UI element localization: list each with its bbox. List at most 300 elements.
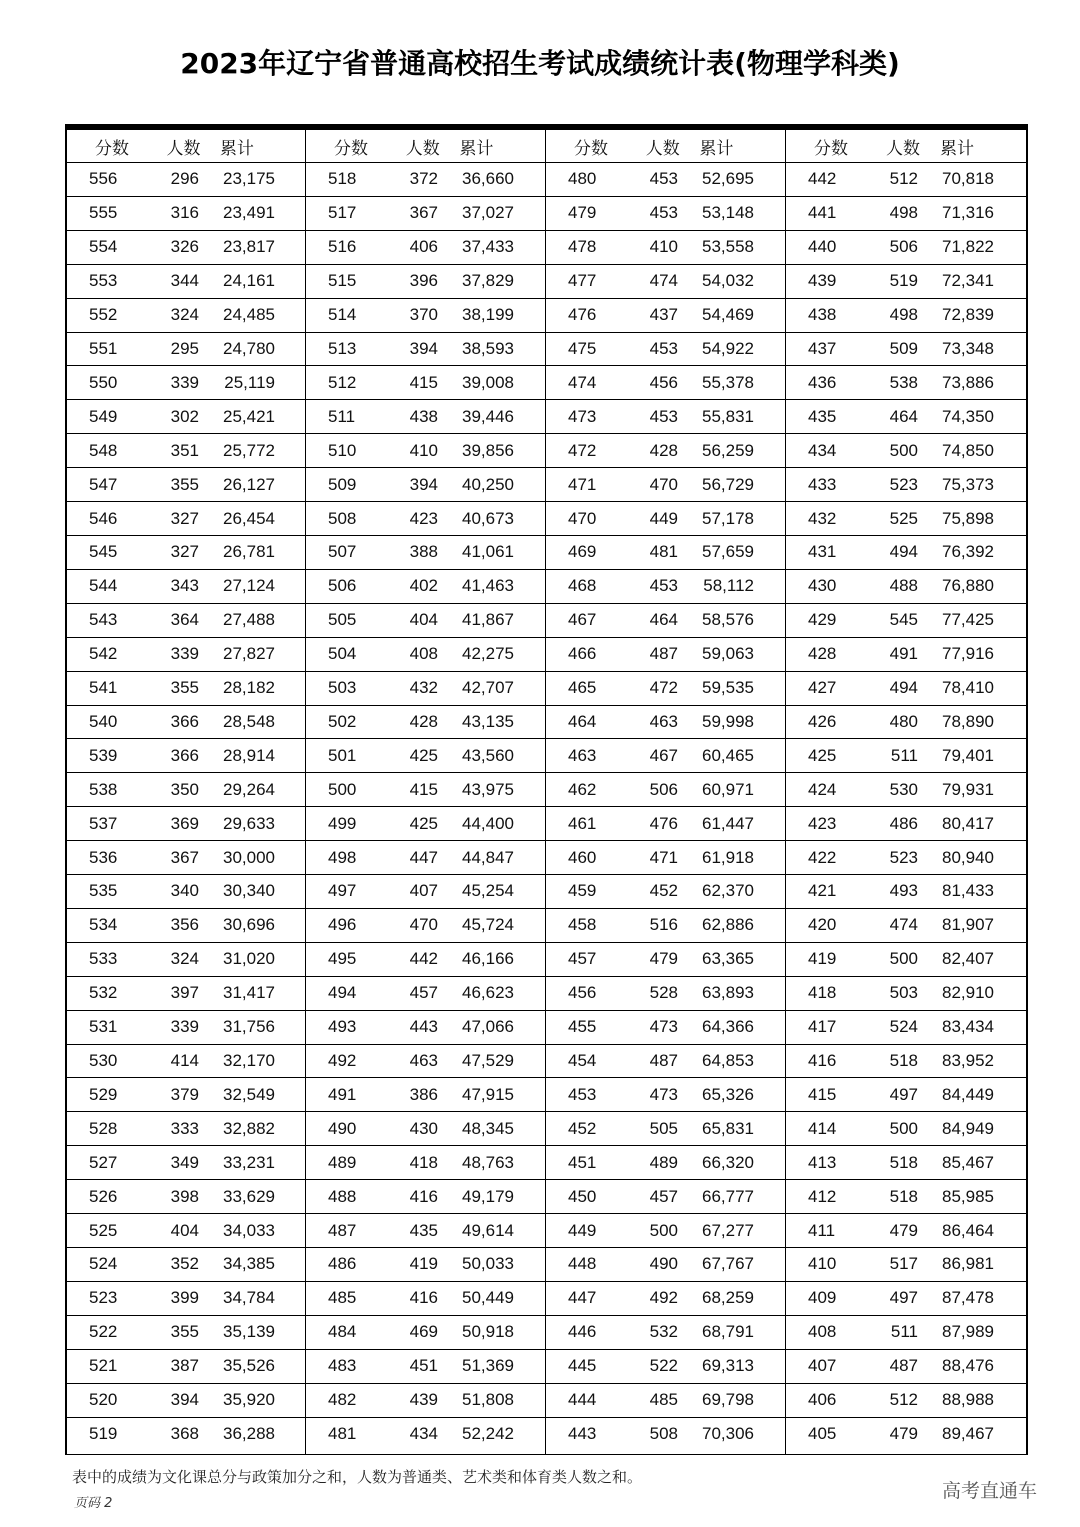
count-cell: 511 [890,745,918,765]
count-cell: 545 [889,610,918,630]
cumulative-cell: 27,488 [223,610,275,630]
count-cell: 523 [889,474,918,494]
score-cell: 434 [808,440,837,460]
table-row [546,841,785,875]
table-row [546,468,785,502]
count-cell: 498 [889,305,918,325]
score-cell: 413 [808,1152,837,1172]
table-row [67,807,305,841]
count-cell: 344 [170,271,199,291]
count-cell: 438 [409,406,438,426]
count-cell: 366 [170,711,199,731]
table-row [67,841,305,875]
cumulative-cell: 43,560 [462,745,514,765]
score-cell: 427 [808,678,837,698]
count-cell: 469 [409,1322,438,1342]
table-row [546,299,785,333]
cumulative-cell: 50,033 [462,1254,514,1274]
count-cell: 316 [170,203,199,223]
count-cell: 489 [649,1152,678,1172]
cumulative-cell: 53,558 [702,237,754,257]
table-row [786,807,1026,841]
cumulative-cell: 83,952 [942,1051,994,1071]
table-row [306,197,545,231]
score-cell: 446 [568,1322,597,1342]
table-row [67,706,305,740]
table-row [786,1112,1026,1146]
count-cell: 387 [170,1356,199,1376]
score-cell: 516 [328,237,357,257]
score-cell: 441 [808,203,837,223]
cumulative-cell: 33,629 [223,1186,275,1206]
cumulative-cell: 49,614 [462,1220,514,1240]
count-cell: 423 [409,508,438,528]
count-cell: 425 [409,813,438,833]
score-cell: 529 [89,1084,118,1104]
cumulative-cell: 25,772 [223,440,275,460]
count-cell: 295 [170,338,199,358]
table-row [786,672,1026,706]
score-cell: 528 [89,1118,118,1138]
score-cell: 534 [89,915,118,935]
count-cell: 416 [409,1186,438,1206]
cumulative-cell: 52,242 [462,1424,514,1444]
cumulative-cell: 47,915 [462,1084,514,1104]
cumulative-cell: 75,373 [942,474,994,494]
cumulative-cell: 50,918 [462,1322,514,1342]
table-row [306,1045,545,1079]
score-cell: 437 [808,338,837,358]
count-cell: 364 [170,610,199,630]
table-row [67,909,305,943]
cumulative-cell: 63,365 [702,949,754,969]
count-cell: 473 [649,1017,678,1037]
count-cell: 522 [649,1356,678,1376]
cumulative-cell: 87,989 [942,1322,994,1342]
table-row [306,265,545,299]
score-cell: 485 [328,1288,357,1308]
score-cell: 464 [568,711,597,731]
cumulative-cell: 77,916 [942,644,994,664]
table-row [67,1146,305,1180]
cumulative-cell: 54,032 [702,271,754,291]
table-row [786,468,1026,502]
score-cell: 457 [568,949,597,969]
cumulative-cell: 84,949 [942,1118,994,1138]
count-cell: 530 [889,779,918,799]
count-cell: 474 [889,915,918,935]
count-cell: 333 [170,1118,199,1138]
cumulative-cell: 45,724 [462,915,514,935]
table-row [546,400,785,434]
score-cell: 542 [89,644,118,664]
cumulative-cell: 33,231 [223,1152,275,1172]
score-cell: 422 [808,847,837,867]
count-cell: 453 [649,406,678,426]
cumulative-cell: 25,119 [224,372,275,392]
count-cell: 394 [170,1390,199,1410]
cumulative-cell: 62,886 [702,915,754,935]
table-row [786,1248,1026,1282]
cumulative-cell: 48,763 [462,1152,514,1172]
cumulative-cell: 37,027 [462,203,514,223]
score-cell: 439 [808,271,837,291]
cumulative-cell: 43,975 [462,779,514,799]
score-cell: 550 [89,372,118,392]
score-cell: 429 [808,610,837,630]
table-row [306,1214,545,1248]
count-cell: 443 [409,1017,438,1037]
cumulative-cell: 83,434 [942,1017,994,1037]
count-cell: 302 [170,406,199,426]
score-cell: 518 [328,169,357,189]
count-cell: 442 [409,949,438,969]
count-cell: 386 [409,1084,438,1104]
table-row [786,1384,1026,1418]
score-cell: 415 [808,1084,837,1104]
cumulative-cell: 70,818 [942,169,994,189]
table-row [786,1350,1026,1384]
count-cell: 324 [170,305,199,325]
score-cell: 477 [568,271,597,291]
cumulative-cell: 34,033 [223,1220,275,1240]
table-row [786,604,1026,638]
cumulative-cell: 70,306 [702,1424,754,1444]
table-row [306,1112,545,1146]
count-cell: 538 [889,372,918,392]
score-cell: 552 [89,305,118,325]
table-row [67,299,305,333]
count-cell: 463 [409,1051,438,1071]
count-cell: 479 [649,949,678,969]
table-row [786,400,1026,434]
cumulative-cell: 56,729 [702,474,754,494]
score-cell: 476 [568,305,597,325]
count-cell: 481 [649,542,678,562]
count-cell: 398 [170,1186,199,1206]
table-row [67,366,305,400]
cumulative-cell: 89,467 [942,1424,994,1444]
table-row [306,333,545,367]
count-cell: 524 [889,1017,918,1037]
count-cell: 506 [889,237,918,257]
cumulative-cell: 35,139 [223,1322,275,1342]
count-cell: 430 [409,1118,438,1138]
score-cell: 538 [89,779,118,799]
table-block-4 [785,130,1028,1454]
count-cell: 453 [649,203,678,223]
cumulative-cell: 52,695 [702,169,754,189]
cumulative-cell: 84,449 [942,1084,994,1104]
score-cell: 545 [89,542,118,562]
score-cell: 474 [568,372,597,392]
cumulative-cell: 74,350 [942,406,994,426]
count-cell: 480 [889,711,918,731]
table-row [67,536,305,570]
cumulative-cell: 39,446 [462,406,514,426]
cumulative-cell: 40,250 [462,474,514,494]
table-row [786,366,1026,400]
count-cell: 500 [889,440,918,460]
cumulative-cell: 35,526 [223,1356,275,1376]
count-cell: 453 [649,576,678,596]
table-row [306,502,545,536]
count-cell: 500 [889,1118,918,1138]
count-cell: 399 [170,1288,199,1308]
count-cell: 453 [649,338,678,358]
cumulative-cell: 25,421 [223,406,275,426]
count-cell: 505 [649,1118,678,1138]
cumulative-cell: 82,910 [942,983,994,1003]
table-row [306,231,545,265]
count-cell: 394 [409,338,438,358]
cumulative-cell: 54,922 [702,338,754,358]
cumulative-cell: 64,366 [702,1017,754,1037]
count-cell: 453 [649,169,678,189]
table-row [546,333,785,367]
table-row [67,1214,305,1248]
count-cell: 416 [409,1288,438,1308]
table-row [306,1011,545,1045]
table-row [546,1316,785,1350]
table-row [67,1248,305,1282]
table-block-2 [305,130,545,1454]
table-header [786,130,1026,163]
score-cell: 455 [568,1017,597,1037]
score-cell: 451 [568,1152,597,1172]
table-row [546,1112,785,1146]
count-cell: 506 [649,779,678,799]
table-row [786,875,1026,909]
score-cell: 502 [328,711,357,731]
cumulative-cell: 30,340 [223,881,275,901]
table-row [67,672,305,706]
count-cell: 525 [889,508,918,528]
cumulative-cell: 48,345 [462,1118,514,1138]
table-row [67,773,305,807]
cumulative-cell: 62,370 [702,881,754,901]
table-row [306,299,545,333]
count-cell: 518 [889,1152,918,1172]
count-cell: 343 [170,576,199,596]
count-cell: 470 [409,915,438,935]
score-cell: 499 [328,813,357,833]
table-row [306,604,545,638]
score-cell: 490 [328,1118,357,1138]
score-cell: 553 [89,271,118,291]
table-row [67,1418,305,1452]
cumulative-cell: 81,907 [942,915,994,935]
count-cell: 500 [889,949,918,969]
score-cell: 531 [89,1017,118,1037]
table-row [786,1146,1026,1180]
cumulative-cell: 23,491 [223,203,275,223]
table-header [67,130,305,163]
table-row [786,1418,1026,1452]
score-cell: 491 [328,1084,357,1104]
count-cell: 503 [889,983,918,1003]
score-cell: 494 [328,983,357,1003]
count-cell: 517 [889,1254,918,1274]
cumulative-cell: 42,275 [462,644,514,664]
table-row [786,638,1026,672]
score-table [65,130,1028,1455]
table-row [67,1045,305,1079]
score-cell: 421 [808,881,837,901]
cumulative-cell: 27,827 [223,644,275,664]
count-cell: 508 [649,1424,678,1444]
cumulative-cell: 46,166 [462,949,514,969]
cumulative-cell: 28,548 [223,711,275,731]
score-cell: 481 [328,1424,357,1444]
table-row [546,1418,785,1452]
header-cell: 人数 [166,138,201,159]
table-row [306,570,545,604]
table-row [546,231,785,265]
count-cell: 410 [409,440,438,460]
header-cell: 分数 [95,138,129,159]
score-cell: 468 [568,576,597,596]
score-cell: 556 [89,169,118,189]
table-row [786,909,1026,943]
table-row [306,163,545,197]
table-row [786,502,1026,536]
table-row [786,943,1026,977]
table-row [546,807,785,841]
count-cell: 476 [649,813,678,833]
score-cell: 537 [89,813,118,833]
cumulative-cell: 32,170 [223,1051,275,1071]
table-row [67,502,305,536]
score-cell: 532 [89,983,118,1003]
count-cell: 493 [889,881,918,901]
table-row [546,773,785,807]
count-cell: 388 [409,542,438,562]
table-row [306,1146,545,1180]
score-cell: 425 [808,745,837,765]
score-cell: 487 [328,1220,357,1240]
table-row [786,1078,1026,1112]
cumulative-cell: 45,254 [462,881,514,901]
cumulative-cell: 32,549 [223,1084,275,1104]
count-cell: 457 [409,983,438,1003]
count-cell: 340 [170,881,199,901]
cumulative-cell: 80,940 [942,847,994,867]
score-cell: 492 [328,1051,357,1071]
score-cell: 445 [568,1356,597,1376]
table-row [306,807,545,841]
count-cell: 355 [170,1322,199,1342]
cumulative-cell: 31,020 [223,949,275,969]
cumulative-cell: 41,061 [462,542,514,562]
page-title: 2023年辽宁省普通高校招生考试成绩统计表(物理学科类) [180,47,900,80]
table-row [786,773,1026,807]
cumulative-cell: 71,316 [942,203,994,223]
cumulative-cell: 78,890 [942,711,994,731]
table-row [546,1011,785,1045]
cumulative-cell: 85,985 [942,1186,994,1206]
table-row [306,1248,545,1282]
score-cell: 452 [568,1118,597,1138]
score-cell: 407 [808,1356,837,1376]
count-cell: 518 [889,1186,918,1206]
cumulative-cell: 87,478 [942,1288,994,1308]
cumulative-cell: 37,829 [462,271,514,291]
count-cell: 407 [409,881,438,901]
header-cell: 分数 [574,138,608,159]
cumulative-cell: 41,463 [462,576,514,596]
count-cell: 404 [409,610,438,630]
score-cell: 432 [808,508,837,528]
count-cell: 339 [170,644,199,664]
count-cell: 497 [889,1288,918,1308]
cumulative-cell: 59,998 [702,711,754,731]
table-row [67,1316,305,1350]
table-row [306,1384,545,1418]
table-row [546,604,785,638]
count-cell: 485 [649,1390,678,1410]
table-row [306,536,545,570]
cumulative-cell: 78,410 [942,678,994,698]
table-row [67,1350,305,1384]
table-row [306,1180,545,1214]
count-cell: 356 [170,915,199,935]
count-cell: 494 [889,678,918,698]
count-cell: 327 [170,542,199,562]
count-cell: 367 [170,847,199,867]
score-cell: 530 [89,1051,118,1071]
score-cell: 450 [568,1186,597,1206]
table-row [67,977,305,1011]
table-row [546,502,785,536]
table-row [306,706,545,740]
cumulative-cell: 77,425 [942,610,994,630]
cumulative-cell: 66,777 [702,1186,754,1206]
cumulative-cell: 31,417 [223,983,275,1003]
count-cell: 296 [170,169,199,189]
score-cell: 442 [808,169,837,189]
count-cell: 487 [649,1051,678,1071]
score-cell: 418 [808,983,837,1003]
score-cell: 546 [89,508,118,528]
table-row [67,1384,305,1418]
count-cell: 494 [889,542,918,562]
table-row [67,604,305,638]
cumulative-cell: 60,971 [702,779,754,799]
score-cell: 435 [808,406,837,426]
count-cell: 437 [649,305,678,325]
table-row [546,197,785,231]
table-row [67,400,305,434]
score-cell: 412 [808,1186,837,1206]
count-cell: 464 [889,406,918,426]
score-cell: 420 [808,915,837,935]
table-row [306,1316,545,1350]
table-row [546,434,785,468]
count-cell: 512 [889,169,918,189]
count-cell: 487 [649,644,678,664]
score-cell: 424 [808,779,837,799]
score-cell: 551 [89,338,118,358]
score-cell: 520 [89,1390,118,1410]
score-cell: 484 [328,1322,357,1342]
cumulative-cell: 42,707 [462,678,514,698]
header-cell: 人数 [645,138,680,159]
table-row [67,1078,305,1112]
cumulative-cell: 51,808 [462,1390,514,1410]
cumulative-cell: 44,847 [462,847,514,867]
cumulative-cell: 74,850 [942,440,994,460]
